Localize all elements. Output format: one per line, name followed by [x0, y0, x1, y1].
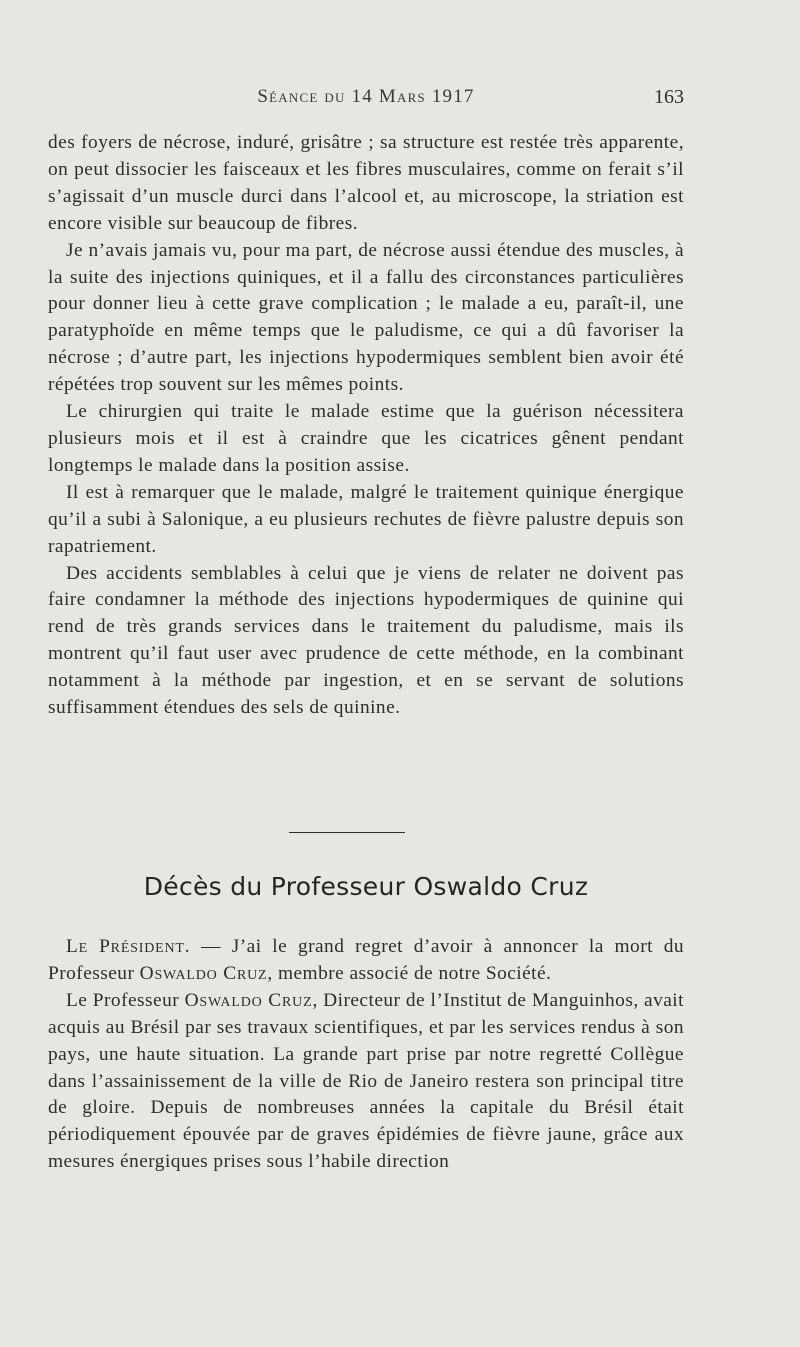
text-fragment: — J’ai le grand regret d’avoir à annoncer la mort du Professeur [48, 936, 684, 984]
text-fragment: , Directeur de l’Institut de Manguinhos, avait acquis au Brésil par ses travaux scientifiques, et par les services rendus à son pays, une haute situation. La grande part prise par notre regretté Collègue dans l’assainissement de la ville de Rio de Janeiro restera son principal titre de gloire. Depuis de nombreuses années la capitale du Brésil était périodiquement épouvée par de graves épidémies de fièvre jaune, grâce aux mesures énergiques prises sous l’habile direction [48, 989, 684, 1173]
person-name: Oswaldo Cruz [139, 962, 268, 984]
paragraph-president [48, 934, 684, 988]
body-text [48, 130, 684, 722]
running-header [48, 86, 684, 116]
paragraph-accidents: Des accidents semblables à celui que je viens de relater ne doivent pas faire condamner la méthode des injections hypodermiques de quinine qui rend de très grands services dans le traitement du paludisme, mais ils montrent qu’il faut user avec prudence de cette méthode, en la combinant notamment à la méthode par ingestion, et en se servant de solutions suffisamment étendues des sels de quinine. [48, 562, 684, 719]
running-title: Séance du 14 Mars 1917 [257, 86, 475, 107]
section-text [48, 934, 684, 1176]
section-heading: Décès du Professeur Oswaldo Cruz [143, 872, 589, 901]
paragraph-rechutes: Il est à remarquer que le malade, malgré le traitement quinique énergique qu’il a subi à Salonique, a eu plusieurs rechutes de fièvre palustre depuis son rapatriement. [48, 481, 684, 557]
paragraph-continued: des foyers de nécrose, induré, grisâtre ; sa structure est restée très apparente, on peut dissocier les faisceaux et les fibres musculaires, comme on ferait s’il s’agissait d’un muscle durci dans l’alcool et, au microscope, la striation est encore visible sur beaucoup de fibres. [48, 132, 684, 234]
text-fragment: , membre associé de notre Société. [267, 962, 552, 984]
page-number: 163 [654, 86, 684, 108]
paragraph-chirurgien: Le chirurgien qui traite le malade estime que la guérison nécessitera plusieurs mois et il est à craindre que les cicatrices gênent pendant longtemps le malade dans la position assise. [48, 401, 684, 476]
speaker-label: Le Président. [66, 936, 191, 957]
section-divider [289, 832, 405, 833]
text-fragment: Le Professeur [66, 989, 185, 1011]
paragraph-necrose: Je n’avais jamais vu, pour ma part, de nécrose aussi étendue des muscles, à la suite des injections quiniques, et il a fallu des circonstances particulières pour donner lieu à cette grave complication ; le malade a eu, paraît-il, une paratyphoïde en même temps que le paludisme, ce qui a dû favoriser la nécrose ; d’autre part, les injections hypodermiques semblent bien avoir été répétées trop souvent sur les mêmes points. [48, 239, 684, 396]
person-name: Oswaldo Cruz [184, 989, 313, 1011]
paragraph-biography [48, 988, 684, 1176]
